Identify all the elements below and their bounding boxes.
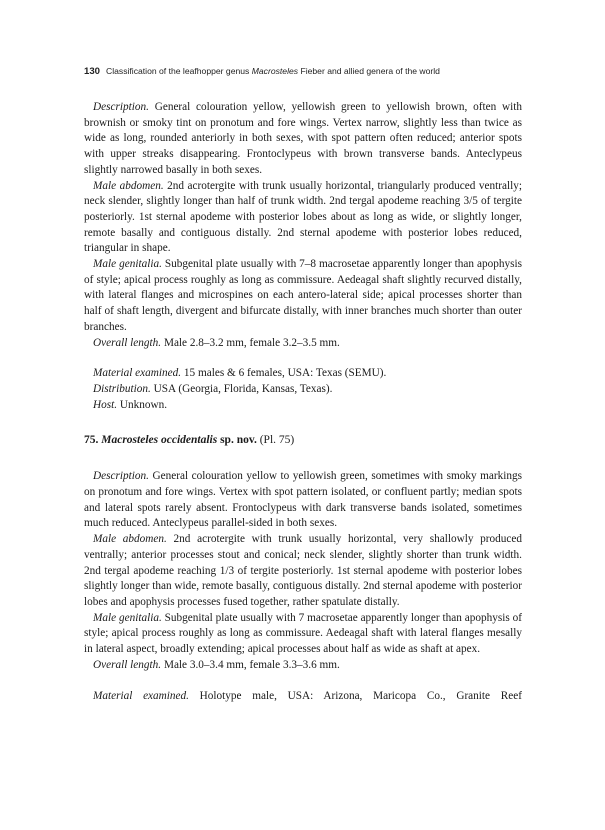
sp75-description xyxy=(84,469,522,532)
running-title-genus: Macrosteles xyxy=(251,66,299,76)
sp74-abdomen-text: 2nd acrotergite with trunk usually horizontal, triangularly produced ventrally; neck slender, slightly longer than half of trunk width. 2nd tergal apodeme reaching 3/5 of tergite posteriorly. 1st sternal apodeme with posterior lobes about as long as wide, or slightly longer, remote basally and contiguous distally. 2nd sternal apodeme with posterior lobes reduced, triangular in shape. xyxy=(84,179,522,255)
sp74-description-text: General colouration yellow, yellowish green to yellowish brown, often with brownish or smoky tint on pronotum and fore wings. Vertex narrow, slightly less than twice as wide as long, rounded anteriorly in both sexes, with spot pattern often reduced; anterior spots with upper streaks disappearing. Frontoclypeus with brown transverse bands. Anteclypeus slightly narrowed basally in both sexes. xyxy=(84,101,522,176)
sp75-description-label: Description. xyxy=(93,470,149,483)
species-status: sp. nov. xyxy=(217,434,257,447)
sp75-length-text: Male 3.0–3.4 mm, female 3.3–3.6 mm. xyxy=(161,658,340,671)
sp75-abdomen xyxy=(84,532,522,611)
sp75-genitalia-text: Subgenital plate usually with 7 macrosetae apparently longer than apophysis of style; apical process roughly as long as commissure. Aedeagal shaft with lateral flanges mesally in lateral aspect, broadly extending; apical processes about half as wide as shaft at apex. xyxy=(84,611,522,656)
sp75-length xyxy=(84,658,522,674)
sp74-genitalia-label: Male genitalia. xyxy=(93,258,162,271)
sp74-material-text: 15 males & 6 females, USA: Texas (SEMU). xyxy=(181,367,387,380)
sp74-distribution xyxy=(84,382,522,398)
sp75-genitalia-label: Male genitalia. xyxy=(93,611,162,624)
sp74-host xyxy=(84,398,522,414)
sp74-length-label: Overall length. xyxy=(93,336,162,349)
sp74-description-label: Description. xyxy=(93,101,149,113)
running-head xyxy=(84,66,440,77)
species-number: 75. xyxy=(84,434,102,447)
sp75-material-label: Material examined. xyxy=(93,689,189,702)
spacer xyxy=(84,674,522,689)
sp74-abdomen-label: Male abdomen. xyxy=(93,179,164,192)
sp75-abdomen-text: 2nd acrotergite with trunk usually horizontal, very shallowly produced ventrally; anterior processes stout and conical; neck slender, slightly shorter than trunk width. 2nd tergal apodeme reaching 1/3 of tergite posteriorly. 1st sternal apodeme with posterior lobes slightly longer than wide, remote basally, contiguous distally. 2nd sternal apodeme with posterior lobes and apophysis processes fused together, rather spatulate distally. xyxy=(84,533,523,608)
sp74-material xyxy=(84,366,522,382)
running-title-suffix: Fieber and allied genera of the world xyxy=(298,66,440,76)
sp74-length xyxy=(84,336,522,352)
sp74-host-text: Unknown. xyxy=(117,398,168,411)
running-title-prefix: Classification of the leafhopper genus xyxy=(106,66,252,76)
sp75-material-text: Holotype male, USA: Arizona, Maricopa Co., Granite Reef xyxy=(188,689,522,702)
sp75-abdomen-label: Male abdomen. xyxy=(93,533,167,546)
spacer xyxy=(84,448,522,469)
sp74-genitalia xyxy=(84,257,522,336)
sp74-distribution-text: USA (Georgia, Florida, Kansas, Texas). xyxy=(150,382,333,395)
sp75-description-text: General colouration yellow to yellowish green, sometimes with smoky markings on pronotum and fore wings. Vertex with spot pattern isolated, or confluent partly; median spots and lateral spots rarely absent. Frontoclypeus with dark transverse bands isolated, sometimes much reduced. Anteclypeus parallel-sided in both sexes. xyxy=(84,470,522,530)
sp75-material xyxy=(84,689,522,705)
sp75-length-label: Overall length. xyxy=(93,658,162,671)
sp74-abdomen xyxy=(84,179,522,258)
sp74-genitalia-text: Subgenital plate usually with 7–8 macrosetae apparently longer than apophysis of style; apical process roughly as long as commissure. Aedeagal shaft slightly recurved distally, with lateral flanges and microspines on each antero-lateral side; apical processes shorter than half of shaft length, divergent and bifurcate distally, with inner branches much shorter than outer branches. xyxy=(84,258,522,333)
spacer xyxy=(84,351,522,366)
plate-reference: (Pl. 75) xyxy=(256,434,295,447)
species-name: Macrosteles occidentalis xyxy=(101,434,218,447)
sp75-genitalia xyxy=(84,611,522,658)
sp74-length-text: Male 2.8–3.2 mm, female 3.2–3.5 mm. xyxy=(161,336,340,349)
species-heading xyxy=(84,432,522,448)
body-text xyxy=(84,100,522,704)
sp74-description xyxy=(84,100,522,179)
page-number: 130 xyxy=(84,66,101,77)
sp74-material-label: Material examined. xyxy=(93,367,182,380)
sp74-host-label: Host. xyxy=(93,398,118,411)
sp74-distribution-label: Distribution. xyxy=(93,382,151,395)
spacer xyxy=(84,413,522,432)
